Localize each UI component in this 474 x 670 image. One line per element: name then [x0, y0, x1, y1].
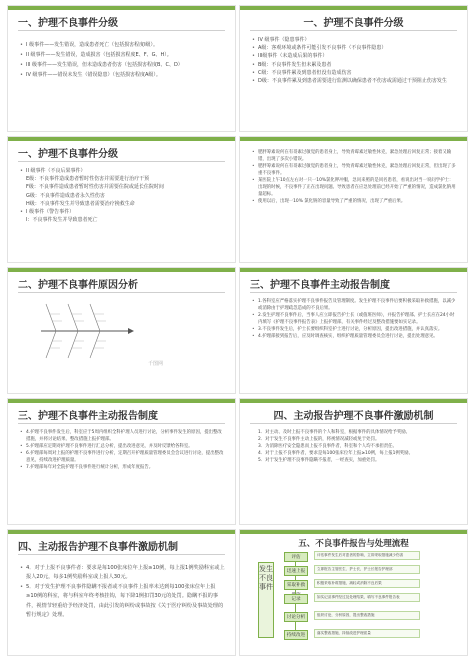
- slide-title: 二、护理不良事件原因分析: [18, 280, 138, 291]
- flow-step-desc: 立即报告主管医生、护士长，护士长报告护理部: [314, 565, 420, 574]
- slide-accent-bar: [8, 268, 235, 272]
- slide-9: [8, 530, 235, 655]
- list-item: • 某医院上午10点左右对一只一10%氯化钾冲服，急问来照的是同名患者，看说出对当一说问学护士：出现的时候，不良事件了正在出现问题。导致患者在应急处理前已经开始了严重的情况，造成氯化钠用量超标。: [252, 177, 457, 198]
- flow-step: 持续改进: [284, 630, 308, 640]
- flow-step: 记录: [284, 594, 308, 604]
- slide-accent-bar: [240, 6, 467, 10]
- slide-title: 五、不良事件报告与处理流程: [298, 539, 409, 549]
- slide-8: [240, 399, 467, 524]
- title-underline: [18, 292, 225, 293]
- slide-accent-bar: [240, 268, 467, 272]
- watermark: 千图网: [148, 361, 164, 367]
- flow-step: 评估: [284, 552, 308, 562]
- list-item: • C级：不良事件累及到患者但没有造成伤害: [252, 69, 457, 77]
- list-item: • 5．对于发生护理不良事件隐瞒不报者或不良事件上报率未达到每100张床位年上报≥10例的科室，将与科室年终考核挂钩，每下降1例扣罚30元的处罚。隐瞒不报的事件，视情节轻重给予经济处罚，由此引发的纠纷或事故按《关于医疗纠纷及事故处理的暂行规定》处理。: [20, 583, 225, 621]
- list-item: 5．对于发生护理不良事件隐瞒不报者，一经查实，加重处罚。: [258, 458, 380, 463]
- flow-step: 采取补救: [284, 580, 308, 590]
- flow-step-desc: 评估事件发生后对患者的影响，立即采取措施减少伤害: [314, 551, 420, 560]
- list-item: • IV 级事件——错误未发生（错误隐患）（包括损害程度A级）。: [20, 70, 225, 80]
- slide-title: 四、主动报告护理不良事件激励机制: [18, 542, 178, 553]
- flow-start-box: 发生不良事件: [258, 562, 274, 638]
- slide-title: 一、护理不良事件分级: [18, 149, 118, 160]
- slide-10: [240, 530, 467, 655]
- list-item: I：不良事件发生并导致患者死亡: [26, 217, 98, 224]
- slide-title: 一、护理不良事件分级: [303, 18, 404, 29]
- flow-connector: [295, 604, 296, 612]
- flow-step-desc: 落实整改措施，持续改进护理质量: [314, 629, 420, 638]
- list-item: 2．对于发生不良事件主动上报的，将视情况减轻或免于处罚。: [258, 437, 380, 442]
- flow-connector: [295, 622, 296, 630]
- slide-accent-bar: [8, 530, 235, 534]
- slide-2: [240, 6, 467, 131]
- slide-4: [240, 137, 467, 262]
- title-underline: [18, 423, 225, 424]
- slide-5: [8, 268, 235, 393]
- flow-step-desc: 积极采取补救措施，减轻或消除不良后果: [314, 579, 420, 588]
- slide-3: [8, 137, 235, 262]
- title-underline: [18, 161, 225, 162]
- title-underline: [18, 30, 225, 31]
- list-item: 3．为消除医疗安全隐患而上报不良事件者，科室和个人均不承担责任。: [258, 444, 397, 449]
- flow-step-desc: 如实记录事件经过及处理结果，填写不良事件报告表: [314, 593, 420, 602]
- slide-accent-bar: [240, 399, 467, 403]
- list-item: • 7.护理部每年对全院护理不良事件进行统计分析，形成年度报告。: [20, 464, 225, 471]
- title-underline: [18, 554, 225, 555]
- list-item: • I 级事件——发生错误，造成患者死亡（包括损害程度I级）。: [20, 40, 225, 50]
- list-item: F级：不良事件造成患者暂时性伤害并需要住院或延长住院时间: [26, 184, 164, 191]
- title-underline: [250, 423, 457, 424]
- slide-7: [8, 399, 235, 524]
- title-underline: [250, 30, 457, 31]
- slide-title: 三、护理不良事件主动报告制度: [18, 411, 158, 422]
- slide-title: 一、护理不良事件分级: [18, 18, 118, 29]
- slide-title: 三、护理不良事件主动报告制度: [250, 280, 390, 291]
- slide-6: [240, 268, 467, 393]
- list-item: H级：不良事件发生并导致患者需要治疗挽救生命: [26, 200, 135, 207]
- list-item: • A级：客观环境或条件可能引发不良事件（不良事件隐患）: [252, 44, 457, 52]
- list-item: E级：不良事件造成患者暂时性伤害并需要进行治疗干预: [26, 176, 150, 183]
- list-item: • 使用以后，出现一10% 氯化钠的容量导致了严重的情况，出现了严重后果。: [252, 198, 457, 205]
- flow-step: 讨论分析: [284, 612, 308, 622]
- list-item: 4．对于上报不良事件者，要求是每100张床位年上报≥10例，每上报1例奖励。: [258, 451, 413, 456]
- slide-accent-bar: [240, 530, 467, 534]
- list-item: • 肥胖筹素说何在有哥素过敏觉的患者身上，导致青霉素过敏性休克，紧急处理后回复正常；接着又输错，出现了多次小错误。: [252, 149, 457, 163]
- list-item: • I 级事件（警告事件）: [20, 208, 225, 216]
- list-item: • 6.护理部每周对上报的护理不良事件进行分析，定期召开护理质量管理委员会会议进行讨论，提出整改意见，持续改进护理质量。: [20, 450, 225, 464]
- title-underline: [250, 292, 457, 293]
- list-item: • III级事件（未造成后果的事件）: [252, 52, 457, 60]
- list-item: • 肥胖筹素说何在有哥素过敏觉的患者身上，导致青霉素过敏性休克，紧急处理后回复正常，但出现了多重不良事件。: [252, 163, 457, 177]
- list-item: • II 级事件（不良后果事件）: [20, 167, 225, 175]
- list-item: • 4.护理部接到报告后，应及时调查核实，组织护理质量管理委员会进行讨论，提出处理意见。: [252, 333, 457, 340]
- flow-step: 迅速上报: [284, 566, 308, 576]
- list-item: G级：不良事件造成患者永久性伤害: [26, 192, 105, 199]
- list-item: • 2.发生护理不良事件后，当事人应立即报告护士长（或值班医师），并报告护理部。护士长应在24小时内填写《护理不良事件报告表》上报护理部，有关事件经过及整改措施要如实记录。: [252, 312, 457, 326]
- slide-accent-bar: [8, 137, 235, 141]
- list-item: • 4.护理不良事件发生后，科室应于5周内组织全科护理人员进行讨论，分析事件发生的原因，提出整改措施，并将讨论结果、整改措施上报护理部。: [20, 429, 225, 443]
- list-item: • IV 级事件（隐患事件）: [252, 36, 457, 44]
- flow-step-desc: 组织讨论，分析原因，提出整改措施: [314, 611, 420, 620]
- list-item: • 3.不良事件发生后，护士长要组织科室护士进行讨论，分析原因，提出改进措施，并认真落实。: [252, 326, 457, 333]
- list-item: • B级：不良事件发生但未累及患者: [252, 61, 457, 69]
- list-item: • III 级事件——发生错误，但未造成患者伤害（包括损害程度B、C、D）: [20, 60, 225, 70]
- slide-accent-bar: [8, 6, 235, 10]
- slide-1: [8, 6, 235, 131]
- list-item: • II 级事件——发生错误，造成损害（包括损害程度E、F、G、H）。: [20, 50, 225, 60]
- slide-title: 四、主动报告护理不良事件激励机制: [273, 411, 434, 422]
- list-item: • 1.各科室应严格落实护理不良事件报告及管理制度。发生护理不良事件后要积极采取补救措施，以减少或消除由于护理疏忽造成的不良后果。: [252, 298, 457, 312]
- list-item: • 5.护理部应定期对护理不良事件进行汇总分析，提出改进意见，并及时反馈给各科室。: [20, 443, 225, 450]
- fishbone-diagram: [36, 296, 136, 366]
- slide-accent-bar: [8, 399, 235, 403]
- list-item: • 4．对于上报不良事件者：要求是每100张床位年上报≥10例，每上报1例奖励科室或上报人20元，每多1例奖励科室或上报人30元。: [20, 564, 225, 583]
- list-item: 1．对主动、及时上报不良事件的个人和科室，根据事件的具体情况给予奖励。: [258, 430, 411, 435]
- list-item: • D级：不良事件累及到患者需要进行监测以确保患者不伤害或需通过干预阻止伤害发生: [252, 77, 457, 85]
- slide-accent-bar: [240, 137, 467, 141]
